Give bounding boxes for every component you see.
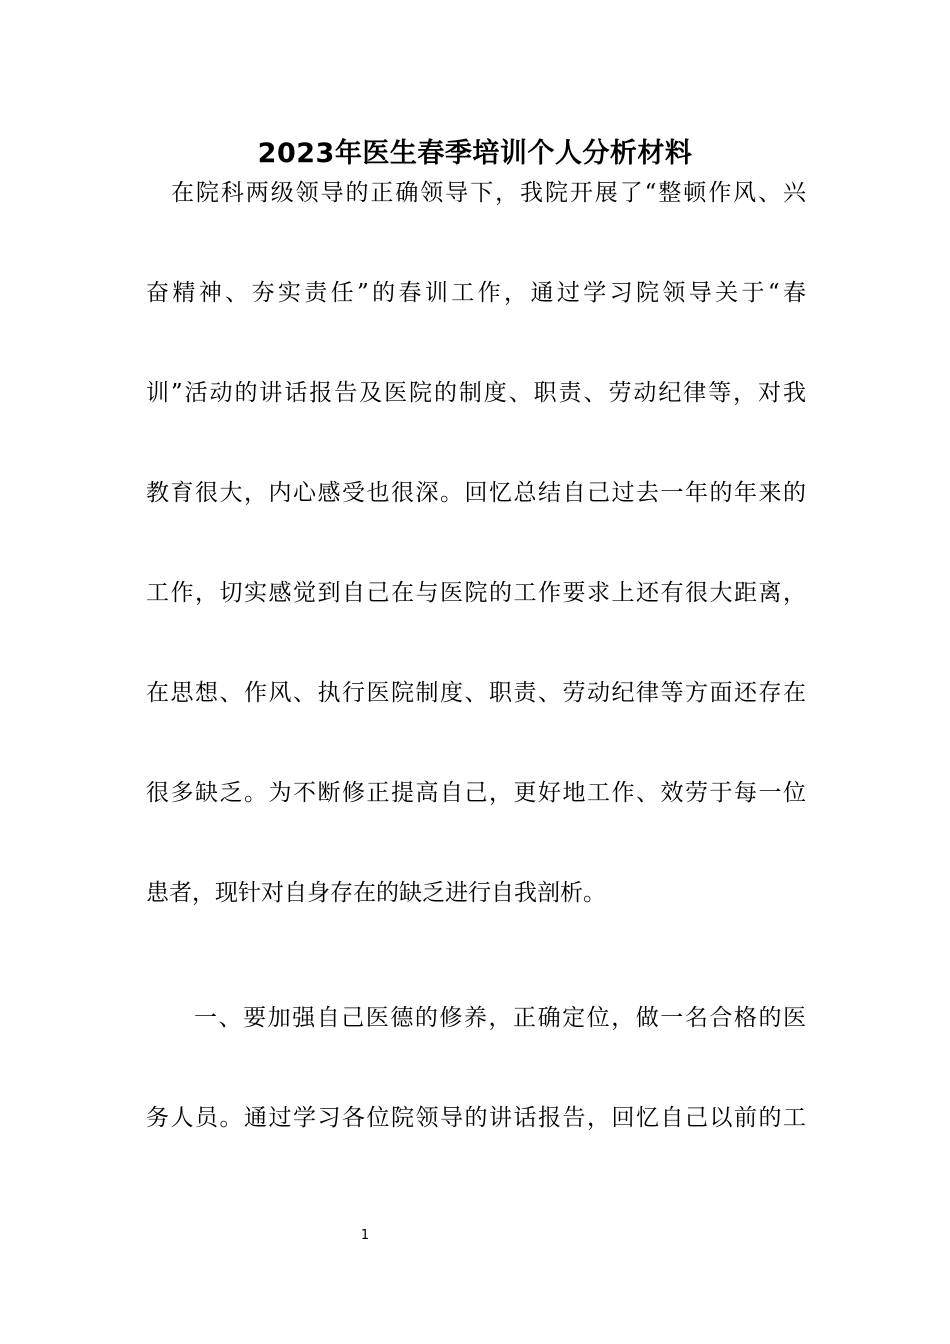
paragraph-line: 在院科两级领导的正确领导下，我院开展了“整顿作风、兴 — [171, 180, 806, 206]
paragraph-line: 很多缺乏。为不断修正提高自己，更好地工作、效劳于每一位 — [146, 780, 806, 806]
paragraph-line: 教育很大，内心感受也很深。回忆总结自己过去一年的年来的 — [146, 480, 806, 506]
paragraph-line: 务人员。通过学习各位院领导的讲话报告，回忆自己以前的工 — [146, 1105, 806, 1131]
paragraph-line: 在思想、作风、执行医院制度、职责、劳动纪律等方面还存在 — [146, 680, 806, 706]
paragraph-line: 奋精神、夯实责任”的春训工作，通过学习院领导关于“春 — [146, 280, 806, 306]
section-heading-line: 一、要加强自己医德的修养，正确定位，做一名合格的医 — [194, 1005, 806, 1031]
document-title: 2023年医生春季培训个人分析材料 — [257, 138, 693, 169]
paragraph-line: 训”活动的讲话报告及医院的制度、职责、劳动纪律等，对我 — [146, 380, 806, 406]
page-number: 1 — [360, 1228, 370, 1243]
paragraph-line: 工作，切实感觉到自己在与医院的工作要求上还有很大距离， — [146, 580, 806, 606]
paragraph-line: 患者，现针对自身存在的缺乏进行自我剖析。 — [146, 880, 606, 906]
